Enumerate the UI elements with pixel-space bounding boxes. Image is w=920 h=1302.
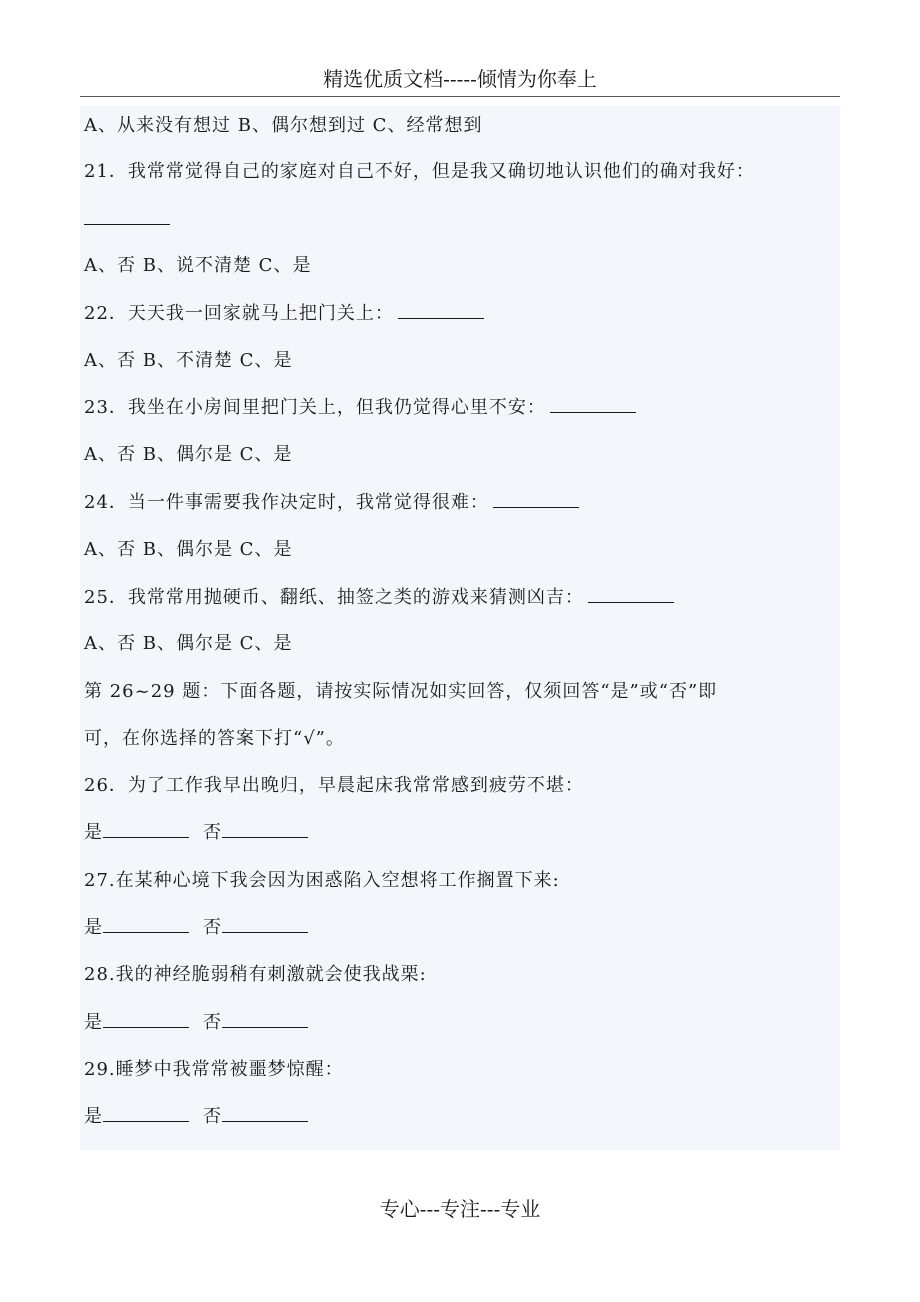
no-label: 否 [203, 1012, 222, 1033]
q21-blank-line [84, 206, 836, 234]
q22-line [84, 300, 836, 328]
q27-yes-blank[interactable] [103, 914, 189, 933]
q24-text: 24．当一件事需要我作决定时，我常觉得很难： [84, 492, 489, 513]
q21-options: A、否 B、说不清楚 C、是 [84, 255, 312, 276]
q28-yes-blank[interactable] [103, 1009, 189, 1028]
q21-text: 21．我常常觉得自己的家庭对自己不好，但是我又确切地认识他们的确对我好： [84, 161, 755, 182]
q27-text: 27.在某种心境下我会因为困惑陷入空想将工作搁置下来: [84, 870, 560, 891]
q26-no-blank[interactable] [222, 819, 308, 838]
q25-line [84, 584, 836, 612]
q29-answer-row [84, 1103, 836, 1131]
q28-answer-row [84, 1009, 836, 1037]
yes-label: 是 [84, 1012, 103, 1033]
no-label: 否 [203, 822, 222, 843]
q29-no-blank[interactable] [222, 1103, 308, 1122]
q29-text: 29.睡梦中我常常被噩梦惊醒： [84, 1059, 344, 1080]
q24-line [84, 489, 836, 517]
no-label: 否 [203, 917, 222, 938]
q26-text: 26．为了工作我早出晚归，早晨起床我常常感到疲劳不堪： [84, 775, 584, 796]
q24-options: A、否 B、偶尔是 C、是 [84, 539, 293, 560]
q25-text: 25．我常常用抛硬币、翻纸、抽签之类的游戏来猜测凶吉： [84, 587, 584, 608]
q27-answer-row [84, 914, 836, 942]
yes-label: 是 [84, 822, 103, 843]
header-rule [80, 96, 840, 97]
instruction-line-1: 第 26~29 题：下面各题，请按实际情况如实回答，仅须回答“是”或“否”即 [84, 681, 718, 702]
q24-answer-blank[interactable] [493, 489, 579, 508]
q28-no-blank[interactable] [222, 1009, 308, 1028]
q22-text: 22．天天我一回家就马上把门关上： [84, 303, 394, 324]
yes-label: 是 [84, 1106, 103, 1127]
q23-options: A、否 B、偶尔是 C、是 [84, 444, 293, 465]
q25-answer-blank[interactable] [588, 584, 674, 603]
q20-options: A、从来没有想过 B、偶尔想到过 C、经常想到 [84, 115, 483, 136]
questionnaire-content [80, 106, 840, 1150]
q26-yes-blank[interactable] [103, 819, 189, 838]
page-footer: 专心---专注---专业 [379, 1197, 541, 1221]
q29-yes-blank[interactable] [103, 1103, 189, 1122]
yes-label: 是 [84, 917, 103, 938]
page-header: 精选优质文档-----倾情为你奉上 [323, 67, 597, 91]
q23-answer-blank[interactable] [550, 394, 636, 413]
instruction-line-2: 可，在你选择的答案下打“√”。 [84, 728, 345, 749]
q28-text: 28.我的神经脆弱稍有刺激就会使我战栗: [84, 964, 427, 985]
q23-text: 23．我坐在小房间里把门关上，但我仍觉得心里不安： [84, 397, 546, 418]
q25-options: A、否 B、偶尔是 C、是 [84, 633, 293, 654]
q22-options: A、否 B、不清楚 C、是 [84, 350, 293, 371]
q27-no-blank[interactable] [222, 914, 308, 933]
no-label: 否 [203, 1106, 222, 1127]
q22-answer-blank[interactable] [398, 300, 484, 319]
q23-line [84, 394, 836, 422]
q21-answer-blank[interactable] [84, 206, 170, 225]
q26-answer-row [84, 819, 836, 847]
